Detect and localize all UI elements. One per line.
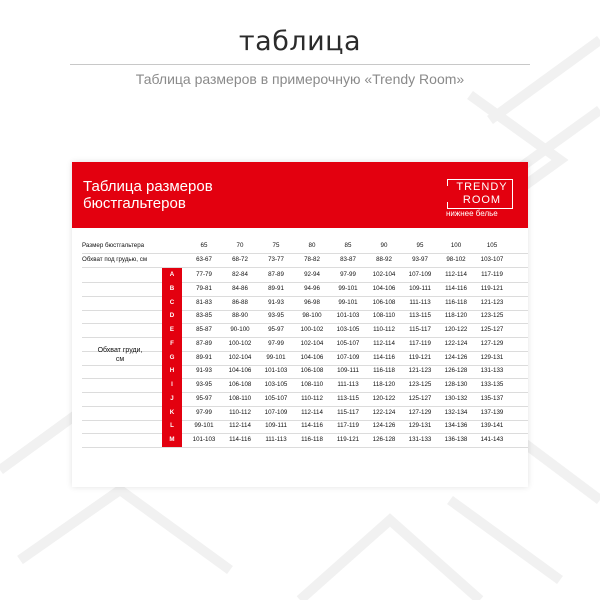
table-cell: 127-129 xyxy=(480,339,504,347)
table-cell: 101-103 xyxy=(192,436,216,444)
table-row xyxy=(72,378,528,392)
table-cell: 101-103 xyxy=(336,312,360,320)
table-cell: 111-113 xyxy=(409,298,431,306)
table-cell: 127-129 xyxy=(408,408,432,416)
bust-label-line2: см xyxy=(115,356,125,363)
table-cell: 87-89 xyxy=(268,271,284,278)
table-cell: 87-89 xyxy=(196,339,212,347)
table-cell: 109-111 xyxy=(409,284,431,292)
table-cell: 105 xyxy=(486,242,498,249)
table-cell: 83-87 xyxy=(340,256,356,263)
table-cell: 118-120 xyxy=(372,381,396,389)
table-cell: 114-116 xyxy=(301,422,323,430)
table-row xyxy=(72,433,528,447)
table-cell: 124-126 xyxy=(444,353,468,361)
table-cell: 107-109 xyxy=(336,353,360,361)
cup-letter: B xyxy=(169,284,175,292)
table-cell: 105-107 xyxy=(264,394,288,402)
table-cell: 90 xyxy=(380,242,388,249)
table-cell: 121-123 xyxy=(408,367,432,375)
table-cell: 115-117 xyxy=(409,326,431,334)
table-cell: 126-128 xyxy=(372,436,396,444)
table-row xyxy=(72,364,528,378)
table-cell: 112-114 xyxy=(445,271,467,278)
table-cell: 128-130 xyxy=(444,381,468,389)
table-cell: 129-131 xyxy=(408,422,432,430)
table-cell: 102-104 xyxy=(300,339,324,347)
table-cell: 112-114 xyxy=(301,408,323,416)
logo-line1: TRENDY xyxy=(456,181,508,193)
table-cell: 125-127 xyxy=(480,326,504,334)
table-cell: 108-110 xyxy=(300,381,324,389)
table-row xyxy=(72,323,528,337)
table-cell: 141-143 xyxy=(480,436,504,444)
table-cell: 85-87 xyxy=(196,326,212,334)
table-cell: 121-123 xyxy=(480,298,504,306)
table-cell: 103-105 xyxy=(336,326,360,334)
table-cell: 100-102 xyxy=(300,326,324,334)
table-cell: 135-137 xyxy=(480,394,504,402)
table-cell: 95 xyxy=(416,242,424,249)
table-cell: 125-127 xyxy=(408,394,432,402)
card-title-line2: бюстгальтеров xyxy=(83,195,186,212)
card-title-line1: Таблица размеров xyxy=(83,178,213,195)
cup-letter: C xyxy=(169,298,175,306)
logo-line2: ROOM xyxy=(462,194,502,206)
page-subtitle: Таблица размеров в примерочную «Trendy Room» xyxy=(135,71,465,87)
table-cell: 110-112 xyxy=(301,394,323,402)
table-cell: 65 xyxy=(200,242,208,249)
table-cell: 97-99 xyxy=(340,271,356,278)
table-cell: 83-85 xyxy=(196,312,212,320)
table-cell: 133-135 xyxy=(480,381,504,389)
size-row-label: Размер бюстгальтера xyxy=(82,242,145,249)
underbust-row xyxy=(72,253,528,267)
table-cell: 80 xyxy=(308,242,316,249)
table-cell: 84-86 xyxy=(232,284,248,292)
table-cell: 123-125 xyxy=(408,381,432,389)
bust-label xyxy=(80,346,160,364)
size-chart-card xyxy=(72,162,528,487)
table-cell: 126-128 xyxy=(444,367,468,375)
cup-letter: J xyxy=(170,394,174,402)
table-cell: 101-103 xyxy=(264,367,288,375)
table-cell: 120-122 xyxy=(444,326,468,334)
table-cell: 119-121 xyxy=(336,436,360,444)
table-cell: 122-124 xyxy=(444,339,468,347)
table-cell: 113-115 xyxy=(337,394,359,402)
table-cell: 82-84 xyxy=(232,271,248,278)
table-cell: 88-92 xyxy=(376,256,392,263)
table-cell: 129-131 xyxy=(480,353,504,361)
page-title: таблица xyxy=(238,26,362,57)
cup-letter: G xyxy=(169,353,175,361)
table-cell: 99-101 xyxy=(338,298,358,306)
table-cell: 109-111 xyxy=(265,422,287,430)
table-cell: 102-104 xyxy=(372,271,396,278)
table-cell: 79-81 xyxy=(196,284,212,292)
table-cell: 97-99 xyxy=(268,339,284,347)
table-cell: 107-109 xyxy=(408,271,432,278)
table-cell: 81-83 xyxy=(196,298,212,306)
table-cell: 68-72 xyxy=(232,256,248,263)
table-cell: 134-136 xyxy=(444,422,468,430)
table-row xyxy=(72,268,528,282)
table-cell: 91-93 xyxy=(268,298,284,306)
table-cell: 77-79 xyxy=(196,271,212,278)
table-cell: 114-116 xyxy=(445,284,467,292)
table-cell: 85 xyxy=(344,242,352,249)
underbust-row-label: Обхват под грудью, см xyxy=(82,256,148,263)
table-cell: 93-97 xyxy=(412,256,428,263)
table-cell: 110-112 xyxy=(373,326,395,334)
table-cell: 132-134 xyxy=(444,408,468,416)
table-cell: 115-117 xyxy=(337,408,359,416)
table-cell: 107-109 xyxy=(264,408,288,416)
table-cell: 106-108 xyxy=(372,298,396,306)
table-cell: 136-138 xyxy=(444,436,468,444)
table-cell: 86-88 xyxy=(232,298,248,306)
table-cell: 117-119 xyxy=(481,271,503,278)
title-divider xyxy=(70,64,530,65)
table-cell: 108-110 xyxy=(228,394,252,402)
table-cell: 98-100 xyxy=(302,312,322,320)
table-cell: 91-93 xyxy=(196,367,212,375)
table-cell: 63-67 xyxy=(196,256,212,263)
table-cell: 78-82 xyxy=(304,256,320,263)
table-cell: 103-105 xyxy=(264,381,288,389)
table-cell: 116-118 xyxy=(373,367,395,375)
size-row xyxy=(72,239,528,253)
table-cell: 110-112 xyxy=(229,408,251,416)
table-cell: 114-116 xyxy=(229,436,251,444)
table-cell: 131-133 xyxy=(480,367,504,375)
table-cell: 93-95 xyxy=(196,381,212,389)
cup-letter: D xyxy=(169,312,175,320)
table-cell: 119-121 xyxy=(408,353,432,361)
cup-letter: A xyxy=(169,271,175,278)
table-cell: 111-113 xyxy=(265,436,287,444)
cup-column xyxy=(162,268,182,447)
table-cell: 120-122 xyxy=(372,394,396,402)
table-cell: 123-125 xyxy=(480,312,504,320)
table-cell: 103-107 xyxy=(480,256,504,263)
table-cell: 108-110 xyxy=(372,312,396,320)
table-cell: 92-94 xyxy=(304,271,320,278)
cup-letter: K xyxy=(169,408,175,416)
table-cell: 117-119 xyxy=(409,339,431,347)
table-cell: 95-97 xyxy=(196,394,212,402)
table-cell: 99-101 xyxy=(266,353,286,361)
table-cell: 116-118 xyxy=(445,298,467,306)
cup-letter: E xyxy=(169,326,175,334)
table-cell: 89-91 xyxy=(268,284,284,292)
bust-label-line1: Обхват груди, xyxy=(97,347,143,354)
table-cell: 95-97 xyxy=(268,326,284,334)
table-cell: 131-133 xyxy=(408,436,432,444)
table-row xyxy=(72,282,528,296)
table-cell: 98-102 xyxy=(446,256,466,263)
table-cell: 106-108 xyxy=(300,367,324,375)
table-cell: 117-119 xyxy=(337,422,359,430)
table-cell: 122-124 xyxy=(372,408,396,416)
table-row xyxy=(72,406,528,420)
table-cell: 105-107 xyxy=(336,339,360,347)
table-cell: 104-106 xyxy=(228,367,252,375)
table-row xyxy=(72,309,528,323)
table-cell: 70 xyxy=(236,242,244,249)
table-cell: 97-99 xyxy=(196,408,212,416)
table-cell: 111-113 xyxy=(337,381,359,389)
table-cell: 130-132 xyxy=(444,394,468,402)
table-cell: 89-91 xyxy=(196,353,212,361)
table-cell: 93-95 xyxy=(268,312,284,320)
table-cell: 99-101 xyxy=(338,284,358,292)
card-banner xyxy=(72,162,528,228)
table-cell: 94-96 xyxy=(304,284,320,292)
table-cell: 99-101 xyxy=(194,422,214,430)
table-cell: 104-106 xyxy=(300,353,324,361)
table-cell: 100 xyxy=(450,242,462,249)
brand-logo xyxy=(444,176,524,222)
card-title xyxy=(83,178,213,212)
table-cell: 88-90 xyxy=(232,312,248,320)
table-cell: 75 xyxy=(272,242,280,249)
cup-letter: M xyxy=(169,436,175,444)
table-cell: 118-120 xyxy=(444,312,468,320)
cup-letter: F xyxy=(170,339,174,347)
cup-letter: H xyxy=(169,367,175,375)
table-cell: 114-116 xyxy=(373,353,395,361)
table-cell: 124-126 xyxy=(372,422,396,430)
table-cell: 90-100 xyxy=(230,326,250,334)
table-cell: 109-111 xyxy=(337,367,359,375)
table-row xyxy=(72,392,528,406)
row-divider xyxy=(82,447,528,448)
table-cell: 112-114 xyxy=(373,339,395,347)
table-cell: 116-118 xyxy=(301,436,323,444)
table-cell: 102-104 xyxy=(228,353,252,361)
table-row xyxy=(72,419,528,433)
table-cell: 112-114 xyxy=(229,422,251,430)
table-cell: 100-102 xyxy=(228,339,252,347)
table-cell: 104-106 xyxy=(372,284,396,292)
cup-letter: I xyxy=(171,381,173,389)
table-row xyxy=(72,296,528,310)
table-cell: 139-141 xyxy=(480,422,504,430)
table-cell: 73-77 xyxy=(268,256,284,263)
table-cell: 96-98 xyxy=(304,298,320,306)
table-cell: 119-121 xyxy=(480,284,504,292)
table-cell: 113-115 xyxy=(409,312,431,320)
cup-letter: L xyxy=(170,422,174,430)
table-cell: 137-139 xyxy=(480,408,504,416)
table-cell: 106-108 xyxy=(228,381,252,389)
logo-tagline: нижнее белье xyxy=(446,209,498,218)
